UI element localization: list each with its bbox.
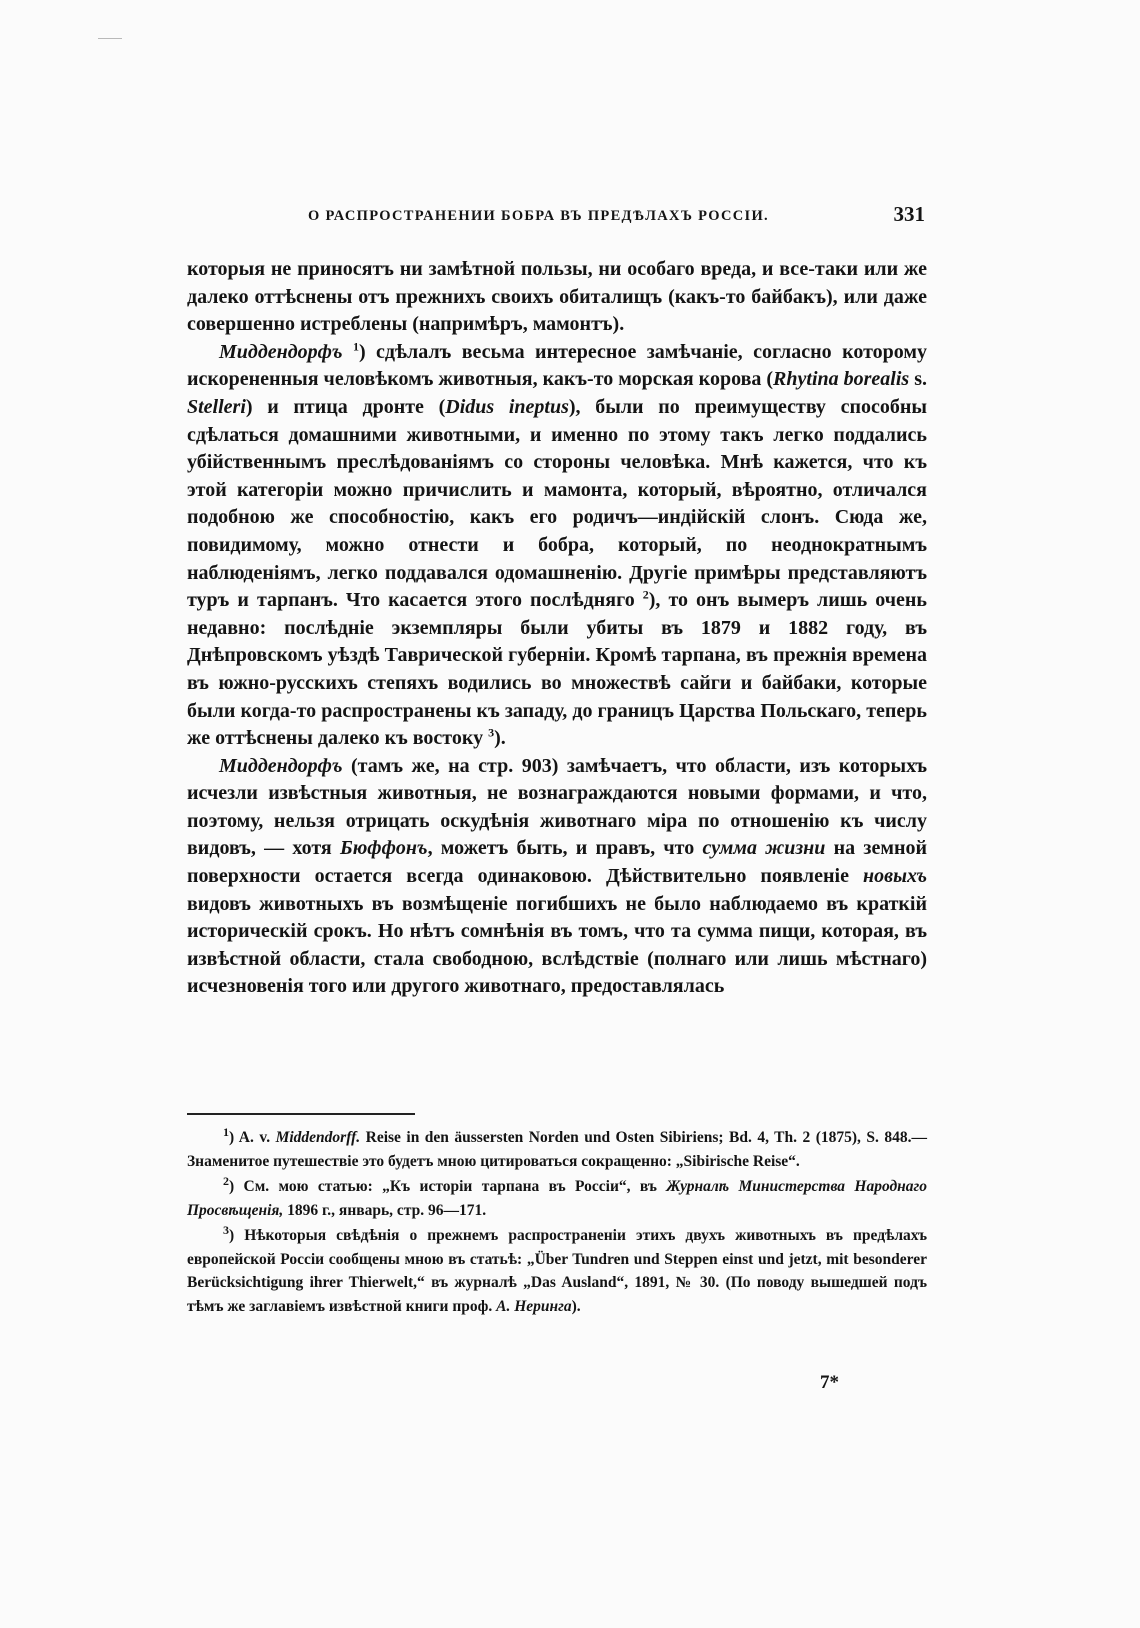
author-name: Миддендорфъ: [219, 340, 343, 363]
page-number: 331: [893, 202, 925, 226]
footnotes: [187, 1126, 927, 1320]
body-text: [187, 256, 927, 1001]
footnote-mark: 3: [223, 1222, 229, 1237]
paragraph-3: [187, 753, 927, 1001]
emphasis: сумма жизни: [702, 837, 826, 860]
scan-mark: [98, 38, 122, 39]
paragraph-3-text: (тамъ же, на стр. 903) замѣчаетъ, что области, изъ которыхъ исчезли извѣстныя животныя, не вознаграждаются новыми формами, и что, поэтому, нельзя отрицать оскудѣнія животнаго міра по отношенію къ числу видовъ, — хотя: [187, 754, 927, 860]
emphasis: новыхъ: [863, 865, 927, 888]
species-name: Stelleri: [187, 395, 246, 418]
author-name: Бюффонъ: [339, 837, 428, 860]
author-name: Миддендорфъ: [219, 754, 343, 777]
paragraph-2-text: s.: [909, 368, 927, 391]
footnote-ref-3: 3: [488, 725, 495, 740]
footnote-text: 1896 г., январь, стр. 96—171.: [283, 1201, 487, 1219]
footnote-text: ) См. мою статью: „Къ исторіи тарпана въ Россіи“, въ: [229, 1178, 667, 1195]
footnote-text: ) A. v.: [229, 1129, 276, 1146]
footnote-text: ) Нѣкоторыя свѣдѣнія о прежнемъ распространеніи этихъ двухъ животныхъ въ предѣлахъ европейской Россіи сообщены мною въ статьѣ: „Über Tundren und Steppen einst und jetzt, mit besonderer Berücksichtigung ihrer Thierwelt,“ въ журналѣ „Das Ausland“, 1891, № 30. (По поводу вышедшей подъ тѣмъ же заглавіемъ извѣстной книги проф.: [187, 1227, 927, 1315]
footnote-mark: 2: [223, 1173, 229, 1188]
paragraph-3-text: видовъ животныхъ въ возмѣщеніе погибшихъ не было наблюдаемо въ краткій историческій срокъ. Но нѣтъ сомнѣнія въ томъ, что та сумма пищи, которая, въ извѣстной области, стала свободною, вслѣдствіе (полнаго или лишь мѣстнаго) исчезновенія того или другого животнаго, предоставлялась: [187, 892, 927, 998]
footnote-mark: 1: [223, 1124, 229, 1139]
footnote-divider: [187, 1113, 415, 1115]
paragraph-2-text: ) сдѣлалъ весьма интересное замѣчаніе, согласно которому искорененныя человѣкомъ животныя, какъ-то морская корова (: [187, 340, 928, 391]
paragraph-2: [187, 339, 927, 753]
paragraph-1: [187, 256, 927, 339]
author-name: А. Неринга: [496, 1297, 572, 1315]
paragraph-3-text: , можетъ быть, и правъ, что: [427, 837, 703, 860]
species-name: Rhytina borealis: [773, 368, 910, 391]
footnote-ref-1: 1: [352, 339, 359, 354]
page-header: [190, 202, 925, 234]
paragraph-2-text: ), были по преимуществу способны сдѣлаться домашними животными, и именно по этому такъ легко поддались убійственнымъ преслѣдованіямъ со стороны человѣка. Мнѣ кажется, что къ этой категоріи можно причислить и мамонта, который, вѣроятно, отличался подобною же способностію, какъ его родичъ—индійскій слонъ. Сюда же, повидимому, можно отнести и бобра, который, по неоднократнымъ наблюденіямъ, легко поддавался одомашненію. Другіе примѣры представляютъ туръ и тарпанъ. Что касается этого послѣдняго: [187, 395, 928, 612]
footnote-text: ).: [571, 1297, 581, 1315]
footnote-2: [187, 1175, 927, 1222]
footnote-ref-2: 2: [642, 587, 649, 602]
species-name: Didus ineptus: [445, 395, 569, 418]
paragraph-3-text: на земной поверхности остается всегда одинаковою. Дѣйствительно появленіе: [187, 837, 928, 888]
footnote-1: [187, 1126, 927, 1173]
paragraph-2-text: ).: [494, 727, 506, 750]
author-name: Middendorff.: [275, 1129, 361, 1146]
journal-title: Журналѣ Министерства Народнаго Просвѣщенія,: [187, 1178, 928, 1219]
signature-mark: 7*: [820, 1372, 839, 1393]
footnote-text: Reise in den äussersten Norden und Osten Sibiriens; Bd. 4, Th. 2 (1875), S. 848.—Знаменитое путешествіе это будетъ мною цитироваться сокращенно: „Sibirische Reise“.: [187, 1129, 927, 1170]
paragraph-1-text: которыя не приносятъ ни замѣтной пользы, ни особаго вреда, и все-таки или же далеко оттѣснены отъ прежнихъ своихъ обиталищъ (какъ-то байбакъ), или даже совершенно истреблены (напримѣръ, мамонтъ).: [187, 258, 927, 336]
footnote-3: [187, 1224, 927, 1318]
paragraph-2-text: ) и птица дронте (: [245, 395, 446, 418]
paragraph-2-text: ), то онъ вымеръ лишь очень недавно: послѣдніе экземпляры были убиты въ 1879 и 1882 году, въ Днѣпровскомъ уѣздѣ Таврической губерніи. Кромѣ тарпана, въ прежнія времена въ южно-русскихъ степяхъ водились во множествѣ сайги и байбаки, которые были когда-то распространены къ западу, до границъ Царства Польскаго, теперь же оттѣснены далеко къ востоку: [187, 589, 928, 750]
running-head: О РАСПРОСТРАНЕНИИ БОБРА ВЪ ПРЕДѢЛАХЪ РОССІИ.: [308, 208, 769, 224]
